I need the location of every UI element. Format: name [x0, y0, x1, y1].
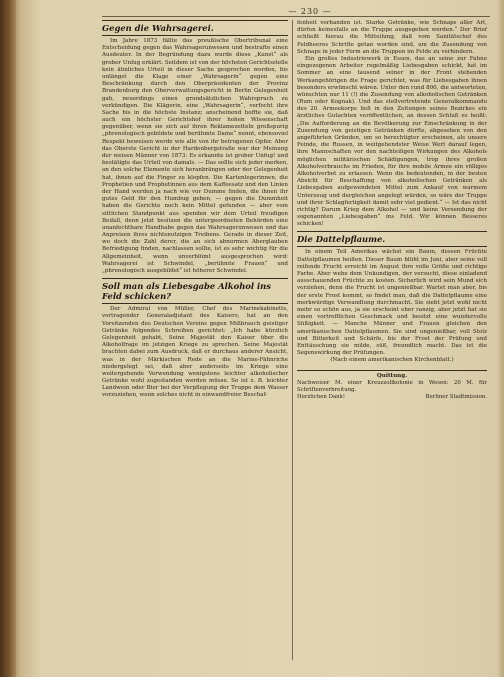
article-paragraph: fenheit vorhanden ist. Starke Getränke, wie Schnaps aller Art, dürfen keinesfalls an die Truppe ausgegeben werden.“ Der Brief schließt hierau die Mitteilung, daß vom Sanitätschef des Feldheeres Schritte getan worden sind, um die Zusendung von Schnaps in jeder Form an die Truppen im Felde zu verhindern. [297, 20, 487, 55]
article-title-wahrsagerei: Gegen die Wahrsagerei. [102, 20, 288, 36]
receipt-signature [297, 394, 487, 401]
column-divider [292, 20, 293, 660]
receipt-signer: Berliner Stadtmission. [425, 394, 487, 401]
article-paragraph: In einem Teil Amerikas wächst ein Baum, dessen Früchte Dattelpflaumen heißen. Dieser Baum blüht im Juni, aber seine voll reifende Frucht erreicht im August ihre volle Größe und richtige Farbe. Aber wehe dem Unkundigen, der versucht, diese einladend ausschauenden Früchte zu kosten. Sicherlich wird sein Mund sich verziehen, denn die Frucht ist ungenießbar. Wartet man aber, bis der erste Frost kommt, so findet man, daß die Dattelpflaume eine merkwürdige Verwandlung durchmacht. Sie sieht jetzt wohl nicht mehr so schön aus, ja sie erscheint eher ranzig, aber jetzt hat sie einen vortrefflichen Geschmack und besitzt eine wundervolle Süßigkeit. — Manche Männer und Frauen gleichen den amerikanischen Dattelpflaumen. Sie sind ungenießbar, voll Stolz und Bitterkeit und Schärfe, bis der Frost der Prüfung und Enttäuschung sie milde, süß, freundlich macht. Das ist die Segenswirkung der Prüfungen. [297, 249, 487, 357]
receipt-title: Quittung. [376, 373, 408, 380]
left-column [102, 20, 288, 400]
receipt-body: Nachweiser M. einer Kreuzzollkolonie in Wesen: 20 M. für Schriftenverbreitung. [297, 380, 487, 394]
article-source: (Nach einem amerikanischen Kirchenblatt.) [330, 357, 454, 364]
article-title-dattelpflaume: Die Dattelpflaume. [297, 231, 487, 247]
header-rule [102, 16, 490, 17]
receipt-notice [297, 370, 487, 401]
page-edge [498, 0, 504, 677]
right-column [297, 20, 487, 401]
article-paragraph: Der Admiral von Müller, Chef des Marinekabinetts, vortragender Generaladjutant des Kaisers, hat an den Vorsitzenden des Deutschen Vereins gegen Mißbrauch geistiger Getränke folgendes Schreiben gerichtet: „Ich habe kürzlich Gelegenheit gehabt, Seine Majestät den Kaiser über die Alkoholfrage im jetzigen Kriege zu sprechen. Seine Majestät brachten dabei zum Ausdruck, daß er durchaus anderer Ansicht, was in der Märkischen Rede an die Marine-Fähnriche niedergelegt sei, daß aber anderseits im Kriege eine weitergehende Verwendung wenigstens leichter alkoholischer Getränke wohl zugestanden werden müsse. So ist z. B. leichter Landwein oder Bier bei der Verpflegung der Truppe dem Wasser vorzuziehen, wenn solches nicht in einwandfreier Beschaf- [102, 306, 288, 399]
article-paragraph: Im Jahre 1873 fällte das preußische Obertribunal eine Entscheidung gegen das Wahrsagerunwesen und bestrafte einen Ausdeuter. In der Begründung dazu wurde diese „Kunst“ als grober Unfug erklärt. Seitdem ist von der höchsten Gerichtsstelle kein ähnliches Urteil in dieser Sache gesprochen worden, bis unlängst die Klage einer „Wahrsagerin“ gegen eine Beschränkung durch den Oberpräsidenten der Provinz Brandenburg den Oberverwaltungsgericht in Berlin Gelegenheit gab, neuerdings einen grundsätzlichen Wahrspruch zu verkündigen. Die Klägerin, eine „Wahrsagerin“, verfocht ihre Sache bis in die höchste Instanz; anscheinend hoffte sie, daß auch ein höchster Gerichtshof ihrer hohen Wissenschaft gegenüber, wenn sie sich auf ihren Reklamezetteln großspurig „phrenologisch gebildete und berühmte Dame“ nennt, ebensoviel Respekt beweisen werde wie alle von ihr betrogenen Opfer. Aber das Oberste Gericht in der Hardenbergstraße war der Meinung der weisen Männer von 1873: Es erkannte ist grober Unfug! und bestätigte das Urteil von damals. — Das sollte sich jeder merken, an den solche Elemente sich heranbrängen oder der Gelegenheit hat, ihnen auf die Finger zu klopfen. Die Kartenlegerinnen, die Prophetien und Prophetinnen aus dem Kaffeesatz und den Linien der Hand werden ja nach wie vor Dumme finden, die ihnen ihr gutes Geld für den Humbug geben, — gegen die Dummheit haben die Gerichte noch kein Mittel gefunden — aber vom sittlichen Standpunkt aus spenden wir dem Urteil freudigen Beifall, denn jetzt besitzen die untergeordneten Behörden eine unanfechtbare Handhabe gegen das Wahrsagerunwesen und das Anpreisen ihres nichtsnutzigen Treibens. Gerade in dieser Zeit, wo doch die Zahl derer, die an sich abnormen Aberglauben Befriedigung finden, nachlassen sollte, ist es sehr wichtig für die Allgemeinheit, wenn unverblümt ausgesprochen wird: Wahrsagerei ist Schwindel, „berühmte Frauen“ und „phrenologisch ausgebildet“ ist höherer Schwindel. [102, 38, 288, 274]
book-binding [0, 0, 16, 677]
receipt-thanks: Herzlichen Dank! [297, 394, 346, 401]
article-title-alkohol: Soll man als Liebesgabe Alkohol ins Feld schicken? [102, 278, 288, 304]
page-number: — 230 — [288, 7, 332, 16]
article-paragraph: Ein großes Industriewerk in Essen, das an seine zur Fahne eingezogenen Arbeiter regelmäßig Liebesgaben schickt, hat im Sommer an eine tausend seiner in der Front stehenden Werkangehörigen die Frage gerichtet, was für Liebesgaben ihnen besonders erwünscht wären. Unter den rund 800, die antworteten, wünschten nur 11 (!) die Zusendung von alkoholischen Getränken (Rum oder Kognak). Und das stellvertretende Generalkommando des 20. Armeekorps ließ in den Zeitungen seines Bezirkes ein ärztliches Gutachten veröffentlichen, an dessen Schluß es heißt: „Die Aufforderung an die Bevölkerung zur Einschränkung in der Zusendung von geistigen Getränken dürfte, abgesehen von den angeführten Gründen, um so berechtigter erscheinen, als unsere Feinde, die Russen, in weitgehendster Weise Wert darauf legen, ihre Mannschaften vor den nachteiligen Wirkungen des Alkohols möglichen militärischen Schädigungen, trop ihres großen Alkoholverbrauchs im Frieden, für ihre mobile Armee ein völliges Alkoholverbot zu erlassen. Wenn die bedeutenden, in der besten Absicht für Beschaffung von alkoholischen Getränken als Liebesgaben aufgewendeten Mittel zum Ankauf von warmem Unterzeug und dergleichen angelegt würden, so wäre der Truppe und ihrer Schlagfertigkeit damit sehr viel gedient.“ — Ist das nicht richtig? Darum Krieg dem Alkohol — und keine Versendung der sogenannten „Liebesgaben“ ins Feld. Wir können Besseres schicken! [297, 55, 487, 228]
